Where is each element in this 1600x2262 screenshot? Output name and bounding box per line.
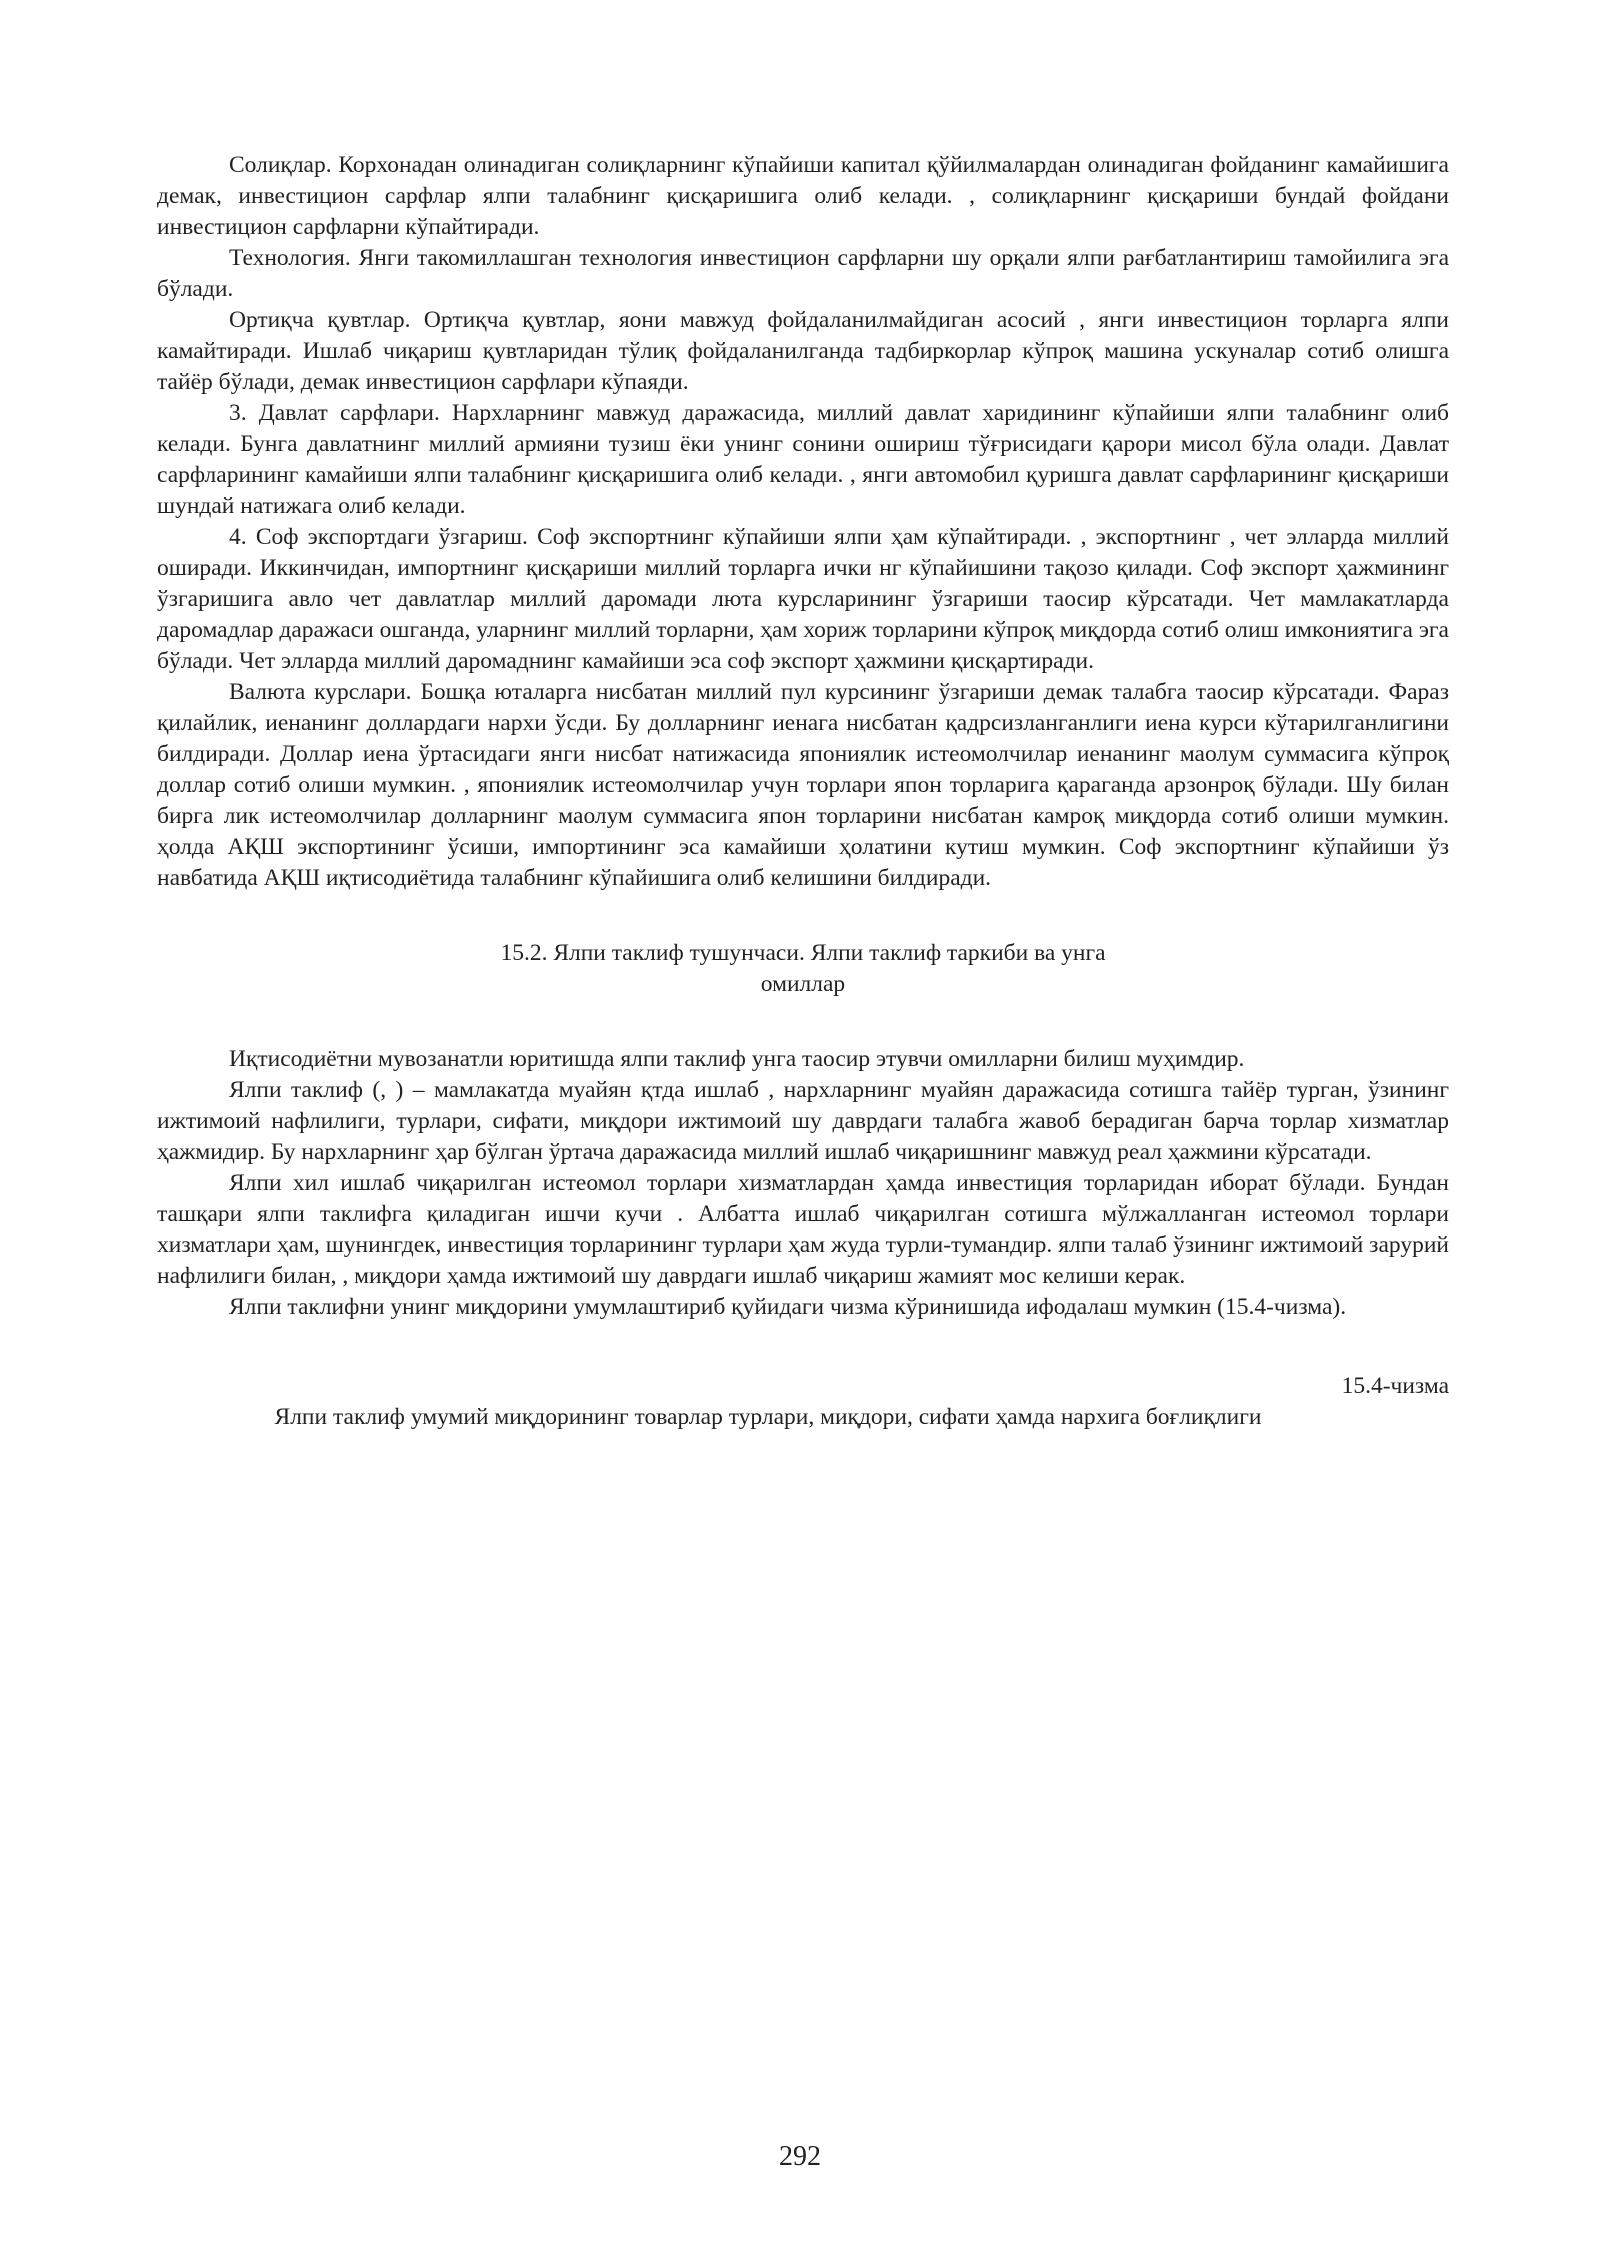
section-heading-line-2: омиллар: [760, 971, 846, 997]
paragraph-taxes: Солиқлар. Корхонадан олинадиган солиқларнинг кўпайиши капитал қўйилмалардан олинадиган фойданинг камайишига демак, инвестицион сарфлар ялпи талабнинг қисқаришига олиб келади. , солиқларнинг қисқариши бундай фойдани инвестицион сарфларни кўпайтиради.: [157, 152, 1449, 240]
paragraph-net-exports: 4. Соф экспортдаги ўзгариш. Соф экспортнинг кўпайиши ялпи ҳам кўпайтиради. , экспортнинг , чет элларда миллий оширади. Иккинчидан, импортнинг қисқариши миллий торларга ички нг кўпайишини тақозо қилади. Соф экспорт ҳажмининг ўзгаришига авло чет давлатлар миллий даромади люта курсларининг ўзгариши таосир кўрсатади. Чет мамлакатларда даромадлар даражаси ошганда, уларнинг миллий торларни, ҳам хориж торларини кўпроқ миқдорда сотиб олиш имкониятига эга бўлади. Чет элларда миллий даромаднинг камайиши эса соф экспорт ҳажмини қисқартиради.: [157, 524, 1449, 674]
page-number: 292: [779, 2141, 821, 2172]
page-content: [157, 150, 1449, 1433]
paragraph-definition-supply: Ялпи таклиф (, ) – мамлакатда муайян қтда ишлаб , нархларнинг муайян даражасида сотишга тайёр турган, ўзининг ижтимоий нафлилиги, турлари, сифати, миқдори ижтимоий шу даврдаги талабга жавоб берадиган барча торлар хизматлар ҳажмидир. Бу нархларнинг ҳар бўлган ўртача даражасида миллий ишлаб чиқаришнинг мавжуд реал ҳажмини кўрсатади.: [157, 1077, 1449, 1165]
paragraph-excess-capacity: Ортиқча қувтлар. Ортиқча қувтлар, яони мавжуд фойдаланилмайдиган асосий , янги инвестицион торларга ялпи камайтиради. Ишлаб чиқариш қувтларидан тўлиқ фойдаланилганда тадбиркорлар кўпроқ машина ускуналар сотиб олишга тайёр бўлади, демак инвестицион сарфлари кўпаяди.: [157, 307, 1449, 395]
paragraph-exchange-rates: Валюта курслари. Бошқа юталарга нисбатан миллий пул курсининг ўзгариши демак талабга таосир кўрсатади. Фараз қилайлик, иенанинг доллардаги нархи ўсди. Бу долларнинг иенага нисбатан қадрсизланганлиги иена курси кўтарилганлигини билдиради. Доллар иена ўртасидаги янги нисбат натижасида япониялик истеомолчилар иенанинг маолум суммасига кўпроқ доллар сотиб олиши мумкин. , япониялик истеомолчилар учун торлари япон торларига қараганда арзонроқ бўлади. Шу билан бирга лик истеомолчилар долларнинг маолум суммасига япон торларини нисбатан камроқ миқдорда сотиб олиши мумкин. ҳолда АҚШ экспортининг ўсиши, импортининг эса камайиши ҳолатини кутиш мумкин. Соф экспортнинг кўпайиши ўз навбатида АҚШ иқтисодиётида талабнинг кўпайишига олиб келишини билдиради.: [157, 679, 1449, 891]
section-heading: [157, 938, 1449, 1000]
paragraph-figure-reference: Ялпи таклифни унинг миқдорини умумлаштириб қуйидаги чизма кўринишида ифодалаш мумкин (15.4-чизма).: [229, 1294, 1347, 1320]
spacer: [157, 1000, 1449, 1044]
paragraph-technology: Технология. Янги такомиллашган технология инвестицион сарфларни шу орқали ялпи рағбатлантириш тамойилига эга бўлади.: [157, 245, 1449, 302]
figure-caption: Ялпи таклиф умумий миқдорининг товарлар турлари, миқдори, сифати ҳамда нархига боғлиқлиги: [274, 1404, 1262, 1430]
paragraph-government-spending: 3. Давлат сарфлари. Нархларнинг мавжуд даражасида, миллий давлат харидининг кўпайиши ялпи талабнинг олиб келади. Бунга давлатнинг миллий армияни тузиш ёки унинг сонини ошириш тўғрисидаги қарори мисол бўла олади. Давлат сарфларининг камайиши ялпи талабнинг қисқаришига олиб келади. , янги автомобил қуришга давлат сарфларининг қисқариши шундай натижага олиб келади.: [157, 400, 1449, 519]
paragraph-supply-composition: Ялпи хил ишлаб чиқарилган истеомол торлари хизматлардан ҳамда инвестиция торларидан иборат бўлади. Бундан ташқари ялпи таклифга қиладиган ишчи кучи . Албатта ишлаб чиқарилган сотишга мўлжалланган истеомол торлари хизматлари ҳам, шунингдек, инвестиция торларининг турлари ҳам жуда турли-тумандир. ялпи талаб ўзининг ижтимоий зарурий нафлилиги билан, , миқдори ҳамда ижтимоий шу даврдаги ишлаб чиқариш жамият мос келиши керак.: [157, 1170, 1449, 1289]
figure-number: 15.4-чизма: [1341, 1373, 1449, 1399]
section-heading-line-1: 15.2. Ялпи таклиф тушунчаси. Ялпи таклиф таркиби ва унга: [500, 940, 1106, 966]
paragraph-intro-supply: Иқтисодиётни мувозанатли юритишда ялпи таклиф унга таосир этувчи омилларни билиш муҳимдир.: [229, 1046, 1245, 1072]
